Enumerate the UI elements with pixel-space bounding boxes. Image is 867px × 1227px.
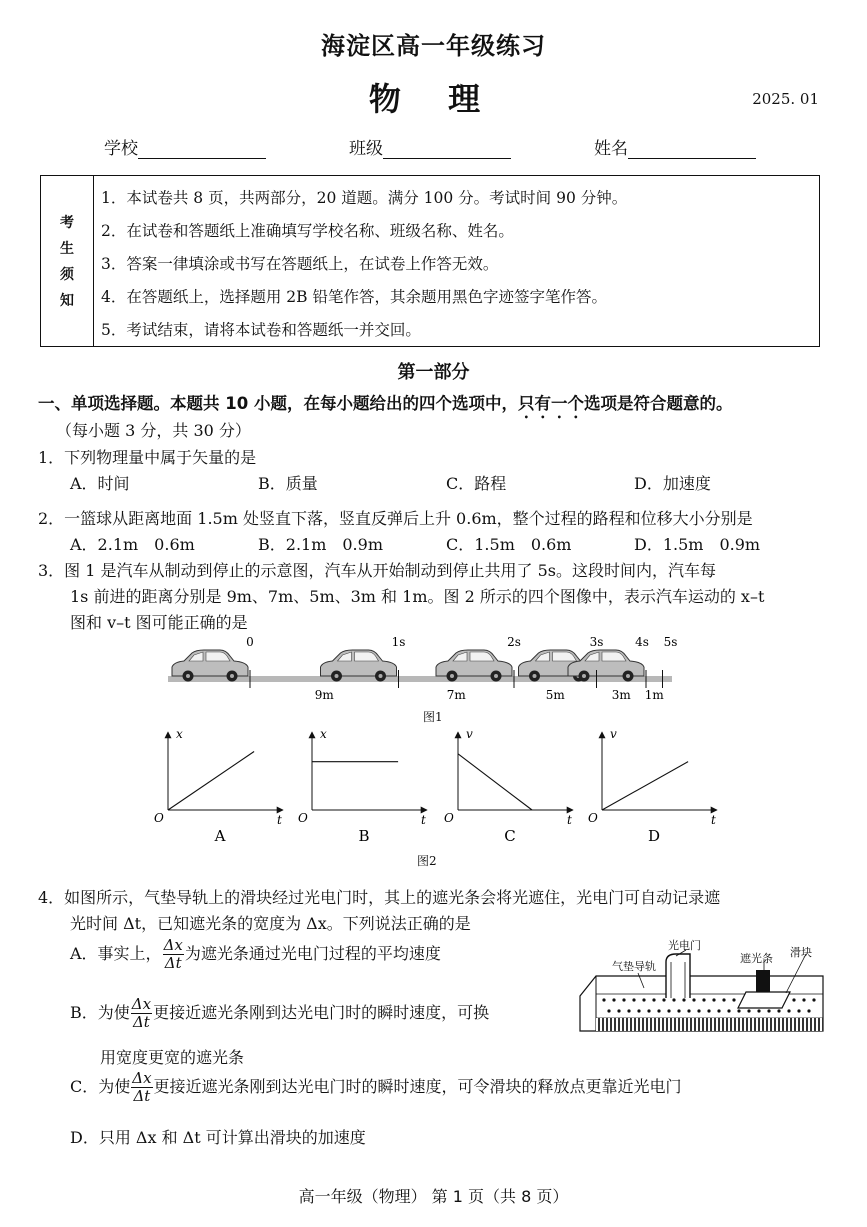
distance-label: 1m: [644, 688, 664, 702]
light-shield-label: 遮光条: [740, 952, 773, 965]
time-label: 2s: [507, 635, 521, 649]
option-a-prefix: A．事实上，: [70, 944, 162, 963]
fraction-denominator: Δt: [133, 1087, 151, 1105]
x-axis-label: t: [277, 813, 282, 827]
exam-notice-box: [40, 175, 820, 347]
air-hole: [737, 1009, 740, 1012]
air-hole: [802, 998, 805, 1001]
air-hole: [787, 1009, 790, 1012]
graph-c: [444, 727, 573, 845]
air-hole: [727, 1009, 730, 1012]
figure-2-caption: 图2: [417, 854, 437, 868]
question-1-option-c: C．路程: [446, 474, 507, 493]
option-b-text: 更接近遮光条刚到达光电门时的瞬时速度，可换: [153, 1003, 490, 1022]
origin-label: O: [588, 811, 598, 825]
air-hole: [812, 998, 815, 1001]
air-hole: [767, 1009, 770, 1012]
question-4-option-b: [70, 997, 489, 1030]
fraction-numerator: Δx: [132, 1069, 152, 1087]
air-hole: [682, 998, 685, 1001]
question-3-line-2: 1s 前进的距离分别是 9m、7m、5m、3m 和 1m。图 2 所示的四个图像中，表示汽车运动的 x–t: [70, 587, 765, 606]
y-axis-label: v: [466, 727, 473, 741]
time-label: 0: [246, 635, 254, 649]
notice-side-char: 考: [60, 215, 74, 231]
graph-option-label: D: [647, 827, 661, 845]
class-label: 班级: [349, 139, 383, 159]
distance-label: 3m: [611, 688, 631, 702]
air-hole: [807, 1009, 810, 1012]
school-field: [104, 134, 266, 159]
question-4-option-d: D．只用 Δx 和 Δt 可计算出滑块的加速度: [70, 1128, 366, 1147]
time-label: 4s: [635, 635, 649, 649]
x-axis-label: t: [711, 813, 716, 827]
time-label: 5s: [663, 635, 678, 649]
notice-side-char: 知: [60, 293, 74, 309]
question-2-stem: 2．一篮球从距离地面 1.5m 处竖直下落，竖直反弹后上升 0.6m，整个过程的路程和位移大小分别是: [38, 509, 753, 528]
question-4-option-a: [70, 938, 441, 971]
air-hole: [712, 998, 715, 1001]
air-hole: [657, 1009, 660, 1012]
notice-side-char: 须: [60, 267, 74, 283]
x-axis-label: t: [421, 813, 426, 827]
air-hole: [637, 1009, 640, 1012]
fraction-denominator: Δt: [164, 954, 182, 972]
exam-date: 2025. 01: [752, 90, 819, 108]
y-axis-label: v: [610, 727, 617, 741]
subject-title: 物 理: [368, 80, 499, 118]
air-hole: [672, 998, 675, 1001]
option-c-prefix: C．为使: [70, 1077, 131, 1096]
slider-label: 滑块: [790, 946, 812, 959]
air-track-label: 气垫导轨: [612, 960, 656, 973]
photogate-label: 光电门: [668, 939, 701, 952]
question-1-option-a: A．时间: [70, 474, 130, 493]
class-field: [349, 134, 511, 159]
air-hole: [697, 1009, 700, 1012]
option-b-prefix: B．为使: [70, 1003, 130, 1022]
air-hole: [717, 1009, 720, 1012]
air-hole: [662, 998, 665, 1001]
page-footer: 高一年级（物理） 第 1 页（共 8 页）: [298, 1187, 569, 1206]
notice-side-label: [41, 176, 94, 346]
slider: [738, 992, 790, 1008]
photogate: [666, 954, 690, 998]
light-shield-strip: [756, 970, 770, 992]
notice-item: 5．考试结束，请将本试卷和答题纸一并交回。: [101, 321, 421, 339]
graph-option-label: C: [504, 827, 516, 845]
question-2-option-d: D．1.5m 0.9m: [634, 535, 761, 554]
option-a-text: 为遮光条通过光电门过程的平均速度: [184, 944, 441, 963]
question-4-line-1: 4．如图所示，气垫导轨上的滑块经过光电门时，其上的遮光条会将光遮住，光电门可自动记录遮: [38, 888, 721, 907]
graph-line: [458, 754, 532, 810]
y-axis-label: x: [176, 727, 183, 741]
figure-1-caption: 图1: [423, 710, 443, 724]
y-axis-label: x: [320, 727, 327, 741]
air-hole: [702, 998, 705, 1001]
question-1-option-d: D．加速度: [634, 474, 711, 493]
question-2-option-c: C．1.5m 0.6m: [446, 535, 572, 554]
name-field: [594, 134, 756, 159]
graph-a: [154, 727, 283, 845]
figure-2-graphs: [150, 727, 716, 848]
velocity-fraction: [131, 1071, 152, 1104]
notice-side-char: 生: [60, 241, 74, 257]
air-hole: [612, 998, 615, 1001]
air-hole: [652, 998, 655, 1001]
air-hole: [757, 1009, 760, 1012]
origin-label: O: [444, 811, 454, 825]
graph-option-label: B: [358, 827, 370, 845]
air-hole: [627, 1009, 630, 1012]
air-hole: [632, 998, 635, 1001]
air-hole: [707, 1009, 710, 1012]
air-hole: [622, 998, 625, 1001]
question-4-option-c: [70, 1071, 682, 1104]
origin-label: O: [298, 811, 308, 825]
air-hole: [617, 1009, 620, 1012]
air-hole: [747, 1009, 750, 1012]
notice-item: 2．在试卷和答题纸上准确填写学校名称、班级名称、姓名。: [101, 222, 514, 240]
question-3-line-1: 3．图 1 是汽车从制动到停止的示意图，汽车从开始制动到停止共用了 5s。这段时间内，汽车每: [38, 561, 717, 580]
section-heading-post: 选项是符合题意的。: [583, 394, 733, 413]
air-hole: [777, 1009, 780, 1012]
x-axis-label: t: [567, 813, 572, 827]
school-label: 学校: [104, 139, 138, 159]
name-label: 姓名: [594, 139, 628, 159]
part-title: 第一部分: [397, 362, 470, 383]
notice-item: 3．答案一律填涂或书写在答题纸上，在试卷上作答无效。: [101, 255, 499, 273]
fraction-denominator: Δt: [132, 1013, 150, 1031]
air-hole: [602, 998, 605, 1001]
name-blank: [628, 140, 756, 159]
question-2-option-a: A．2.1m 0.6m: [70, 535, 195, 554]
velocity-fraction: [163, 938, 184, 971]
school-blank: [138, 140, 266, 159]
question-1-stem: 1．下列物理量中属于矢量的是: [38, 448, 257, 467]
distance-label: 7m: [446, 688, 466, 702]
graph-d: [588, 727, 717, 845]
velocity-fraction: [131, 997, 152, 1030]
notice-item: 4．在答题纸上，选择题用 2B 铅笔作答，其余题用黑色字迹签字笔作答。: [101, 288, 607, 306]
question-4-option-b-line-2: 用宽度更宽的遮光条: [100, 1048, 245, 1067]
air-hole: [722, 998, 725, 1001]
fraction-numerator: Δx: [163, 936, 183, 954]
section-note: （每小题 3 分，共 30 分）: [56, 421, 251, 440]
distance-label: 5m: [545, 688, 565, 702]
question-4-line-2: 光时间 Δt，已知遮光条的宽度为 Δx。下列说法正确的是: [70, 914, 471, 933]
air-hole: [797, 1009, 800, 1012]
air-hole: [667, 1009, 670, 1012]
section-heading-pre: 一、单项选择题。本题共 10 小题，在每小题给出的四个选项中，: [38, 394, 518, 413]
air-hole: [732, 998, 735, 1001]
graph-b: [298, 727, 427, 845]
option-c-text: 更接近遮光条刚到达光电门时的瞬时速度，可令滑块的释放点更靠近光电门: [153, 1077, 682, 1096]
air-hole: [642, 998, 645, 1001]
graph-option-label: A: [214, 827, 226, 845]
air-hole: [647, 1009, 650, 1012]
air-hole: [792, 998, 795, 1001]
air-hole: [687, 1009, 690, 1012]
question-2-option-b: B．2.1m 0.9m: [258, 535, 383, 554]
fraction-numerator: Δx: [131, 995, 152, 1013]
distance-label: 9m: [314, 688, 334, 702]
origin-label: O: [154, 811, 164, 825]
question-1-option-b: B．质量: [258, 474, 318, 493]
notice-item: 1．本试卷共 8 页，共两部分，20 道题。满分 100 分。考试时间 90 分钟。: [101, 189, 628, 207]
time-label: 1s: [391, 635, 406, 649]
air-hole: [692, 998, 695, 1001]
class-blank: [383, 140, 511, 159]
air-hole: [677, 1009, 680, 1012]
air-hole: [607, 1009, 610, 1012]
exam-title: 海淀区高一年级练习: [321, 31, 546, 60]
section-heading-emphasis: 只有一个: [517, 394, 584, 413]
graph-line: [168, 752, 254, 811]
time-label: 3s: [589, 635, 604, 649]
question-3-line-3: 图和 v–t 图可能正确的是: [70, 613, 248, 632]
graph-line: [602, 762, 688, 810]
